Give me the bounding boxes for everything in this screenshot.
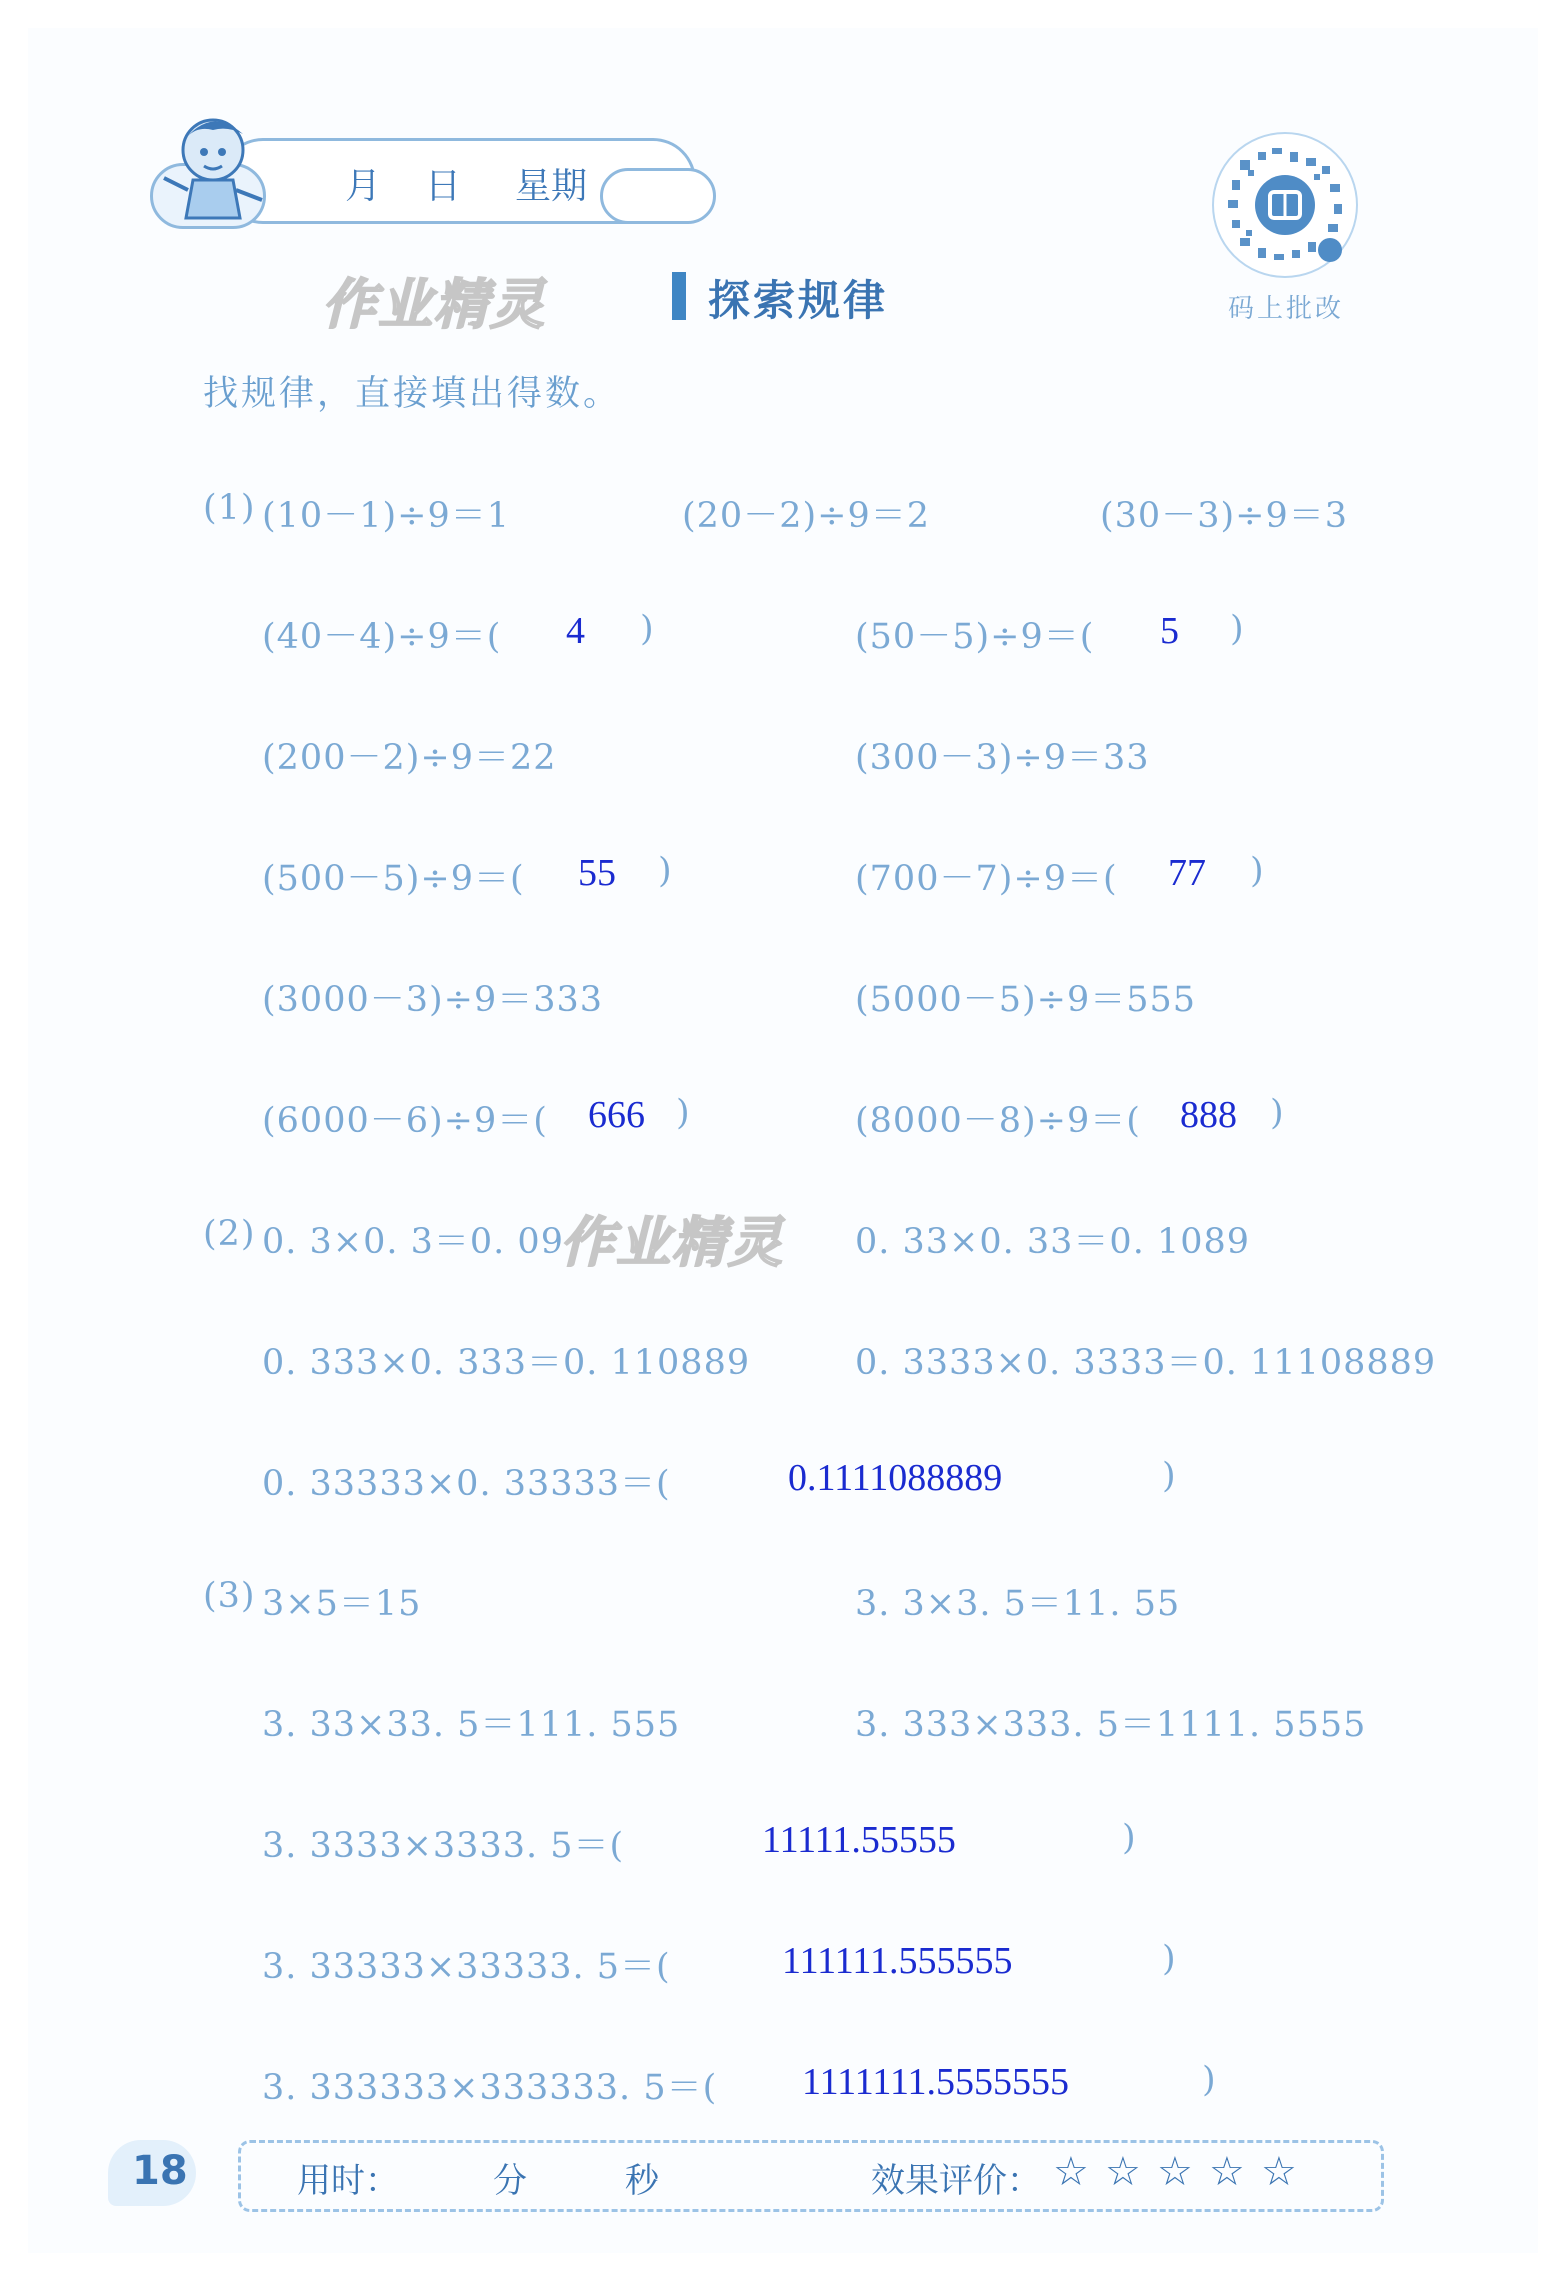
equation-question: (700－7)÷9＝( [855, 859, 1118, 899]
rating-star-icon[interactable]: ☆ [1053, 2149, 1089, 2195]
handwritten-answer[interactable]: 1111111.5555555 [802, 2061, 1070, 2103]
equation: (300－3)÷9＝33 [855, 738, 1150, 778]
second-label: 秒 [625, 2161, 659, 2201]
equation: (200－2)÷9＝22 [262, 738, 557, 778]
close-paren: ) [1270, 1093, 1284, 1133]
close-paren: ) [640, 609, 654, 649]
minute-label: 分 [493, 2161, 527, 2201]
handwritten-answer[interactable]: 666 [588, 1094, 645, 1136]
equation: 0. 3×0. 3＝0. 09 [262, 1222, 564, 1262]
part2-label: (2) [203, 1214, 256, 1254]
part3-label: (3) [203, 1576, 256, 1616]
handwritten-answer[interactable]: 0.1111088889 [788, 1457, 1003, 1499]
page-number: 18 [132, 2148, 188, 2194]
instruction-text: 找规律，直接填出得数。 [203, 374, 622, 414]
date-banner [150, 108, 720, 238]
equation-question: 3. 333333×333333. 5＝( [262, 2068, 718, 2108]
section-title: 探索规律 [708, 276, 889, 325]
equation: 3. 3×3. 5＝11. 55 [855, 1584, 1181, 1624]
worksheet-page [28, 28, 1538, 2253]
close-paren: ) [658, 851, 672, 891]
footer-timer-box [238, 2140, 1384, 2212]
rating-star-icon[interactable]: ☆ [1209, 2149, 1245, 2195]
close-paren: ) [1230, 609, 1244, 649]
equation: 3. 333×333. 5＝1111. 5555 [855, 1705, 1367, 1745]
equation: 0. 333×0. 333＝0. 110889 [262, 1343, 751, 1383]
qr-code-icon[interactable] [1210, 130, 1360, 280]
watermark-logo: 作业精灵 [560, 1211, 784, 1274]
equation-question: (500－5)÷9＝( [262, 859, 525, 899]
equation: 0. 33×0. 33＝0. 1089 [855, 1222, 1251, 1262]
equation-question: 3. 33333×33333. 5＝( [262, 1947, 671, 1987]
close-paren: ) [1250, 851, 1264, 891]
handwritten-answer[interactable]: 111111.555555 [782, 1940, 1013, 1982]
equation: 0. 3333×0. 3333＝0. 11108889 [855, 1343, 1437, 1383]
equation: (30－3)÷9＝3 [1100, 496, 1348, 536]
equation: (20－2)÷9＝2 [682, 496, 930, 536]
equation: (3000－3)÷9＝333 [262, 980, 604, 1020]
equation-question: (50－5)÷9＝( [855, 617, 1095, 657]
close-paren: ) [676, 1093, 690, 1133]
part1-label: (1) [203, 488, 256, 528]
handwritten-answer[interactable]: 888 [1180, 1094, 1237, 1136]
equation-question: (8000－8)÷9＝( [855, 1101, 1141, 1141]
rating-label: 效果评价： [871, 2161, 1041, 2201]
day-label: 日 [425, 166, 462, 207]
equation: (10－1)÷9＝1 [262, 496, 510, 536]
equation-question: (40－4)÷9＝( [262, 617, 502, 657]
equation: (5000－5)÷9＝555 [855, 980, 1197, 1020]
child-mascot-icon [158, 108, 268, 238]
equation-question: (6000－6)÷9＝( [262, 1101, 548, 1141]
section-marker [672, 272, 686, 320]
equation-question: 3. 3333×3333. 5＝( [262, 1826, 625, 1866]
close-paren: ) [1122, 1818, 1136, 1858]
rating-star-icon[interactable]: ☆ [1261, 2149, 1297, 2195]
watermark-logo: 作业精灵 [322, 273, 546, 336]
handwritten-answer[interactable]: 11111.55555 [762, 1819, 956, 1861]
close-paren: ) [1162, 1456, 1176, 1496]
handwritten-answer[interactable]: 4 [566, 610, 585, 652]
handwritten-answer[interactable]: 5 [1160, 610, 1179, 652]
qr-caption: 码上批改 [1228, 294, 1345, 324]
handwritten-answer[interactable]: 77 [1168, 852, 1206, 894]
handwritten-answer[interactable]: 55 [578, 852, 616, 894]
rating-star-icon[interactable]: ☆ [1157, 2149, 1193, 2195]
month-label: 月 [345, 166, 382, 207]
close-paren: ) [1162, 1939, 1176, 1979]
weekday-label: 星期 [515, 166, 588, 207]
equation: 3×5＝15 [262, 1584, 422, 1624]
rating-star-icon[interactable]: ☆ [1105, 2149, 1141, 2195]
time-label: 用时： [297, 2161, 399, 2201]
close-paren: ) [1202, 2060, 1216, 2100]
equation-question: 0. 33333×0. 33333＝( [262, 1464, 671, 1504]
equation: 3. 33×33. 5＝111. 555 [262, 1705, 681, 1745]
